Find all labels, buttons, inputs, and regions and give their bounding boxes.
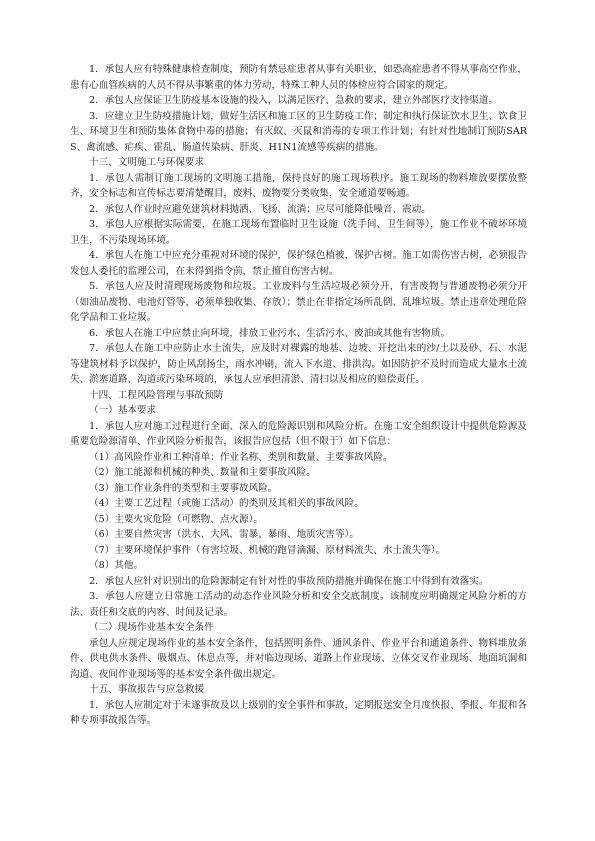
paragraph: 承包人应规定现场作业的基本安全条件，包括照明条件、通风条件、作业平台和通道条件、物料堆放条件、供电供水条件、吸烟点、休息点等，并对临边现场、道路上作业现场、立体交叉作业现场、地面坑洞和沟道、夜间作业现场等的基本安全条件做出规定。 [70,637,527,680]
paragraph: （2）施工能源和机械的种类、数量和主要事故风险。 [89,467,316,478]
paragraph: 2．承包人应保证卫生防疫基本设施的投入，以满足医疗、急救的要求，建立外部医疗支持渠道。 [89,95,499,106]
paragraph: （1）高风险作业和工种清单：作业名称、类别和数量、主要事故风险。 [89,451,393,463]
paragraph: 3．应建立卫生防疫措施计划，做好生活区和施工区的卫生防疫工作；制定和执行保证饮水卫生、饮食卫生、环境卫生和预防集体食物中毒的措施；有灭蚊、灭鼠和消毒的专项工作计划；有针对性地制订预防SARS、禽流感、疟疾、霍乱、肠道传染病、肝炎、H1N1流感等疾病的措施。 [70,110,527,153]
paragraph: 1．承包人应对施工过程进行全面、深入的危险源识别和风险分析。在施工安全组织设计中提供危险源及重要危险源清单、作业风险分析报告，该报告应包括（但不限于）如下信息： [70,420,527,447]
paragraph: 1．承包人应制定对于未遂事故及以上级别的安全事件和事故，定期报送安全月度快报、季报、年报和各种专项事故报告等。 [70,699,527,726]
paragraph: 1．承包人应有特殊健康检查制度，预防有禁忌症患者从事有关职业，如恐高症患者不得从事高空作业，患有心血管疾病的人员不得从事繁重的体力劳动，特殊工种人员的体检应符合国家的规定。 [70,64,527,91]
section-heading: （二）现场作业基本安全条件 [89,622,214,633]
paragraph: 7．承包人在施工中应防止水土流失，应及时对裸露的地基、边坡、开挖出来的沙/土以及砂、石、水泥等建筑材料予以保护，防止风刮扬尘，雨水冲刷，流入下水道、排洪沟。如因防护不及时而造成大量水土流失、淤塞道路、沟道或污染环境的，承包人应承担清淤、清扫以及相应的赔偿责任。 [70,343,527,385]
paragraph: 4．承包人在施工中应充分重视对环境的保护，保护绿色植被，保护古树。施工如需伤害古树，必须报告发包人委托的监理公司，在未得到指令前，禁止擅自伤害古树。 [70,250,527,277]
paragraph: （7）主要环境保护事件（有害垃圾、机械的跑冒滴漏、原材料流失、水土流失等）。 [89,544,446,556]
section-heading: 十四、工程风险管理与事故预防 [89,389,224,401]
paragraph: 1．承包人需制订施工现场的文明施工措施，保持良好的施工现场秩序。施工现场的物料堆放要摆放整齐，安全标志和宣传标志要清楚醒目，废料、废物要分类收集，安全通道要畅通。 [70,172,527,199]
paragraph: 3．承包人应根据实际需要，在施工现场布置临时卫生设施（洗手间、卫生间等），施工作业不破坏环境卫生，不污染现场环境。 [70,219,527,246]
paragraph: 5．承包人应及时清理现场废物和垃圾。工业废料与生活垃圾必须分开，有害废物与普通废物必须分开（如油品废物、电池灯管等，必须单独收集、存放）；禁止在非指定场所乱倒、乱堆垃圾。禁止违章处理危险化学品和工业垃圾。 [70,281,527,323]
paragraph: 3．承包人应建立日常施工活动的动态作业风险分析和安全交底制度。该制度应明确规定风险分析的方法、责任和交底的内容、时间及记录。 [70,591,527,618]
section-heading: 十五、事故报告与应急救援 [89,684,205,695]
paragraph: 2．承包人应针对识别出的危险源制定有针对性的事故预防措施并确保在施工中得到有效落实。 [89,575,489,587]
paragraph: （3）施工作业条件的类型和主要事故风险。 [89,482,278,494]
section-heading: （一）基本要求 [89,405,157,416]
paragraph: 2．承包人作业时应避免建筑材料抛洒、飞扬、流淌；应尽可能降低噪音、震动。 [89,203,431,215]
paragraph: （6）主要自然灾害（洪水、大风、雷暴、暴雨、地质灾害等）。 [89,529,359,540]
paragraph: 6．承包人在施工中应禁止向环境，排放工业污水、生活污水、废油或其他有害物质。 [89,327,451,339]
paragraph: （4）主要工艺过程（或施工活动）的类别及其相关的事故风险。 [89,498,364,509]
section-heading: 十三、文明施工与环保要求 [89,157,205,168]
document-body [70,62,527,729]
paragraph: （5）主要火灾危险（可燃物、点火源）。 [89,513,263,525]
paragraph: （8）其他。 [89,560,144,571]
